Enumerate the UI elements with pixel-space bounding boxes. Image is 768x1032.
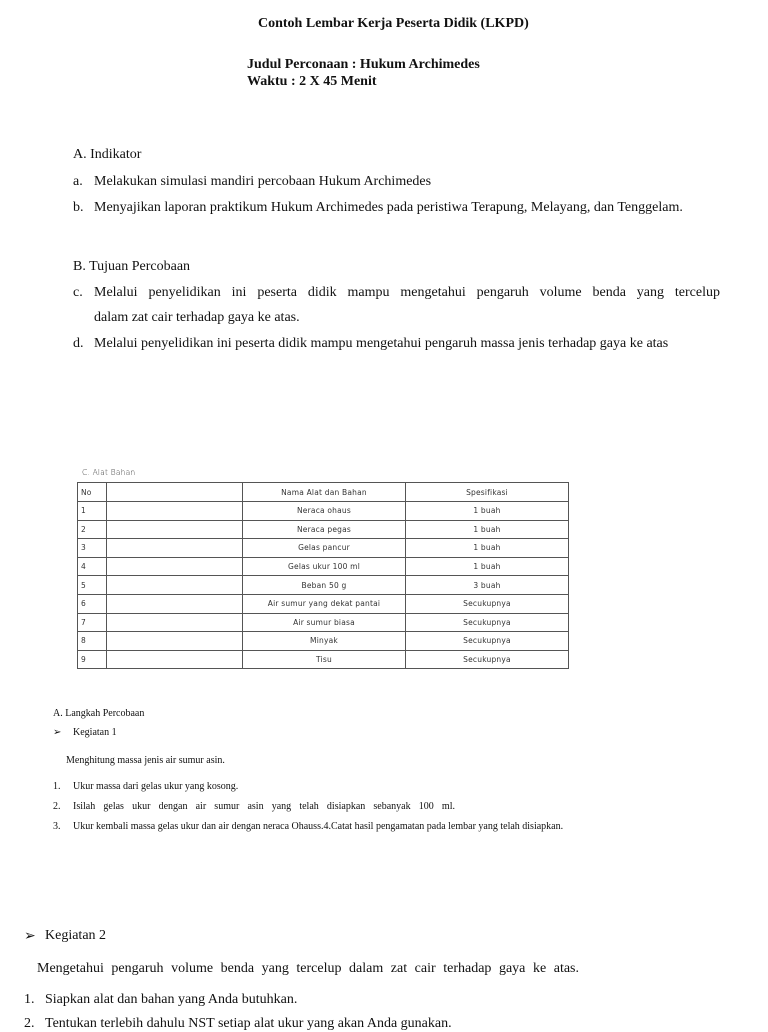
- cell-blank: [107, 650, 243, 669]
- cell-nama: Neraca pegas: [243, 520, 406, 539]
- indikator-item-b: Menyajikan laporan praktikum Hukum Archimedes pada peristiwa Terapung, Melayang, dan Tenggelam.: [94, 200, 683, 215]
- table-row: [78, 520, 569, 539]
- cell-blank: [107, 576, 243, 595]
- experiment-title: Judul Perconaan : Hukum Archimedes: [247, 57, 480, 72]
- cell-no: 7: [78, 613, 107, 632]
- tujuan-marker-d: d.: [73, 336, 84, 351]
- tujuan-item-c-line1: Melalui penyelidikan ini peserta didik mampu mengetahui pengaruh volume benda yang tercelup: [94, 285, 720, 300]
- cell-nama: Gelas ukur 100 ml: [243, 557, 406, 576]
- cell-no: 2: [78, 520, 107, 539]
- cell-spek: 1 buah: [406, 520, 569, 539]
- cell-no: 4: [78, 557, 107, 576]
- indikator-heading: A. Indikator: [73, 147, 142, 162]
- kegiatan1-step-text: Ukur kembali massa gelas ukur dan air dengan neraca Ohauss.4.Catat hasil pengamatan pada lembar yang telah disiapkan.: [73, 821, 564, 832]
- arrow-icon: ➢: [24, 929, 36, 944]
- cell-blank: [107, 557, 243, 576]
- tujuan-item-d: Melalui penyelidikan ini peserta didik mampu mengetahui pengaruh massa jenis terhadap gaya ke atas: [94, 336, 669, 351]
- cell-spek: 1 buah: [406, 502, 569, 521]
- kegiatan1-label: Kegiatan 1: [73, 727, 117, 738]
- cell-blank: [107, 613, 243, 632]
- cell-no: 9: [78, 650, 107, 669]
- indikator-marker-b: b.: [73, 200, 84, 215]
- cell-nama: Air sumur biasa: [243, 613, 406, 632]
- arrow-icon: ➢: [53, 727, 62, 738]
- cell-spek: Secukupnya: [406, 594, 569, 613]
- langkah-heading: A. Langkah Percobaan: [53, 708, 145, 719]
- kegiatan1-step-number: 3.: [53, 821, 61, 832]
- column-header-spesifikasi: Spesifikasi: [406, 483, 569, 502]
- cell-no: 3: [78, 539, 107, 558]
- kegiatan1-step-text: Isilah gelas ukur dengan air sumur asin yang telah disiapkan sebanyak 100 ml.: [73, 801, 455, 812]
- table-row: [78, 613, 569, 632]
- cell-blank: [107, 539, 243, 558]
- alat-bahan-table: [77, 482, 569, 669]
- cell-blank: [107, 520, 243, 539]
- cell-spek: Secukupnya: [406, 632, 569, 651]
- cell-spek: 3 buah: [406, 576, 569, 595]
- kegiatan2-step-text: Siapkan alat dan bahan yang Anda butuhkan.: [45, 992, 298, 1007]
- indikator-item-a: Melakukan simulasi mandiri percobaan Hukum Archimedes: [94, 174, 432, 189]
- time-allocation: Waktu : 2 X 45 Menit: [247, 74, 377, 89]
- kegiatan1-step-number: 2.: [53, 801, 61, 812]
- kegiatan1-desc: Menghitung massa jenis air sumur asin.: [66, 755, 225, 766]
- kegiatan2-step-number: 1.: [24, 992, 35, 1007]
- cell-nama: Air sumur yang dekat pantai: [243, 594, 406, 613]
- cell-spek: Secukupnya: [406, 650, 569, 669]
- alat-heading: C. Alat Bahan: [82, 468, 136, 477]
- column-header-nama: Nama Alat dan Bahan: [243, 483, 406, 502]
- kegiatan2-desc: Mengetahui pengaruh volume benda yang tercelup dalam zat cair terhadap gaya ke atas.: [37, 961, 579, 976]
- cell-spek: Secukupnya: [406, 613, 569, 632]
- kegiatan1-step-text: Ukur massa dari gelas ukur yang kosong.: [73, 781, 239, 792]
- tujuan-marker-c: c.: [73, 285, 83, 300]
- cell-no: 8: [78, 632, 107, 651]
- cell-nama: Minyak: [243, 632, 406, 651]
- table-row: [78, 539, 569, 558]
- kegiatan2-label: Kegiatan 2: [45, 928, 107, 943]
- table-row: [78, 576, 569, 595]
- cell-blank: [107, 502, 243, 521]
- column-header-blank: [107, 483, 243, 502]
- cell-no: 1: [78, 502, 107, 521]
- table-row: [78, 650, 569, 669]
- cell-nama: Gelas pancur: [243, 539, 406, 558]
- kegiatan1-step-number: 1.: [53, 781, 61, 792]
- cell-spek: 1 buah: [406, 539, 569, 558]
- cell-nama: Beban 50 g: [243, 576, 406, 595]
- tujuan-heading: B. Tujuan Percobaan: [73, 259, 191, 274]
- kegiatan2-step-text: Tentukan terlebih dahulu NST setiap alat ukur yang akan Anda gunakan.: [45, 1016, 452, 1031]
- cell-blank: [107, 594, 243, 613]
- indikator-marker-a: a.: [73, 174, 83, 189]
- table-row: [78, 594, 569, 613]
- tujuan-item-c-line2: dalam zat cair terhadap gaya ke atas.: [94, 310, 300, 325]
- table-row: [78, 557, 569, 576]
- table-row: [78, 632, 569, 651]
- cell-nama: Tisu: [243, 650, 406, 669]
- cell-blank: [107, 632, 243, 651]
- table-header-row: [78, 483, 569, 502]
- column-header-no: No: [78, 483, 107, 502]
- cell-no: 5: [78, 576, 107, 595]
- cell-no: 6: [78, 594, 107, 613]
- cell-spek: 1 buah: [406, 557, 569, 576]
- document-title: Contoh Lembar Kerja Peserta Didik (LKPD): [258, 16, 529, 31]
- table-row: [78, 502, 569, 521]
- cell-nama: Neraca ohaus: [243, 502, 406, 521]
- kegiatan2-step-number: 2.: [24, 1016, 35, 1031]
